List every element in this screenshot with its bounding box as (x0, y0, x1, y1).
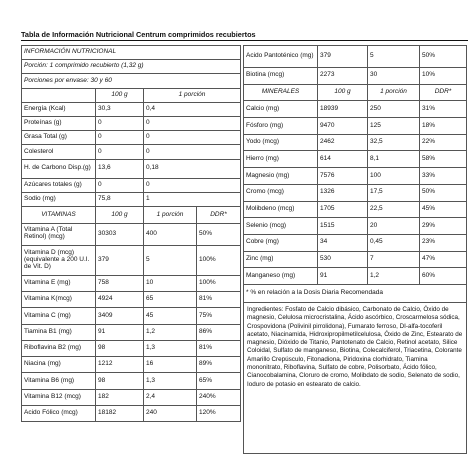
mineral-ddr: 47% (420, 251, 467, 268)
mineral-portion: 125 (368, 118, 420, 135)
ddr-footnote: * % en relación a la Dosis Diaria Recomendada (244, 284, 467, 302)
mineral-name: Selenio (mcg) (244, 218, 318, 235)
mineral-portion: 100 (368, 168, 420, 185)
mineral-100g: 530 (318, 251, 368, 268)
mineral-name: Calcio (mg) (244, 101, 318, 118)
left-nutrition-table (21, 45, 241, 422)
mineral-ddr: 29% (420, 218, 467, 235)
mineral-100g: 1515 (318, 218, 368, 235)
minerals-header: MINERALES (244, 84, 318, 101)
column-header-row (22, 88, 241, 102)
mineral-ddr: 23% (420, 234, 467, 251)
nutrient-row (22, 159, 241, 179)
vitamins-ddr-header: DDR* (197, 207, 241, 223)
vitamin-100g: 1212 (96, 357, 144, 373)
minerals-body (244, 101, 467, 285)
vitamin-name: Vitamina A (Total Retinol) (mcg) (22, 223, 96, 245)
vitamin-portion: 1,3 (144, 373, 197, 389)
mineral-100g: 614 (318, 151, 368, 168)
vitamin-100g: 182 (96, 389, 144, 405)
mineral-name: Cobre (mg) (244, 234, 318, 251)
vitamin-ddr: 100% (197, 245, 241, 275)
nutrient-row (22, 193, 241, 207)
mineral-ddr: 18% (420, 118, 467, 135)
nutrient-portion: 0 (144, 145, 241, 159)
mineral-ddr: 58% (420, 151, 467, 168)
vitamin-name: Biotina (mcg) (244, 68, 318, 85)
mineral-ddr: 60% (420, 268, 467, 285)
vitamin-portion: 5 (368, 46, 420, 68)
table-title: Tabla de Información Nutricional Centrum comprimidos recubiertos (21, 30, 256, 39)
vitamin-row (244, 46, 467, 68)
mineral-name: Yodo (mcg) (244, 134, 318, 151)
mineral-row (244, 168, 467, 185)
vitamin-name: Riboflavina B2 (mg) (22, 340, 96, 356)
vitamin-row (22, 245, 241, 275)
vitamin-100g: 379 (318, 46, 368, 68)
mineral-ddr: 22% (420, 134, 467, 151)
mineral-100g: 9470 (318, 118, 368, 135)
nutrient-row (22, 131, 241, 145)
mineral-row (244, 268, 467, 285)
vitamin-ddr: 10% (420, 68, 467, 85)
nutrient-100g: 13,6 (96, 159, 144, 179)
nutrient-row (22, 116, 241, 130)
vitamin-name: Niacina (mg) (22, 357, 96, 373)
title-divider (21, 40, 468, 41)
vitamin-name: Vitamina B6 (mg) (22, 373, 96, 389)
vitamin-portion: 10 (144, 275, 197, 291)
mineral-100g: 91 (318, 268, 368, 285)
mineral-portion: 0,45 (368, 234, 420, 251)
vitamin-portion: 65 (144, 291, 197, 307)
vitamin-100g: 98 (96, 373, 144, 389)
info-header-row (22, 46, 241, 60)
vitamins-body (22, 223, 241, 422)
ingredients-row (244, 302, 467, 453)
mineral-ddr: 31% (420, 101, 467, 118)
vitamin-portion: 5 (144, 245, 197, 275)
nutrient-name: Sodio (mg) (22, 193, 96, 207)
nutrient-portion: 1 (144, 193, 241, 207)
vitamin-portion: 16 (144, 357, 197, 373)
mineral-name: Fósforo (mg) (244, 118, 318, 135)
blank-header-cell (22, 88, 96, 102)
mineral-100g: 2462 (318, 134, 368, 151)
col-100g-header: 100 g (96, 88, 144, 102)
vitamins-header-row (22, 207, 241, 223)
nutrient-name: Energía (Kcal) (22, 102, 96, 116)
mineral-row (244, 234, 467, 251)
vitamin-ddr: 50% (197, 223, 241, 245)
portions-per-pack-row (22, 74, 241, 88)
vitamin-100g: 18182 (96, 406, 144, 422)
mineral-portion: 20 (368, 218, 420, 235)
vitamin-row (22, 340, 241, 356)
nutrient-portion: 0 (144, 131, 241, 145)
vitamin-name: Vitamina C (mg) (22, 308, 96, 324)
nutrient-portion: 0,18 (144, 159, 241, 179)
minerals-ddr-header: DDR* (420, 84, 467, 101)
nutrient-name: Grasa Total (g) (22, 131, 96, 145)
mineral-row (244, 201, 467, 218)
vitamin-100g: 379 (96, 245, 144, 275)
nutrient-portion: 0 (144, 179, 241, 193)
mineral-ddr: 45% (420, 201, 467, 218)
vitamin-ddr: 240% (197, 389, 241, 405)
vitamin-row (22, 389, 241, 405)
nutrient-name: Colesterol (22, 145, 96, 159)
mineral-row (244, 134, 467, 151)
vitamin-name: Acido Fólico (mcg) (22, 406, 96, 422)
vitamin-name: Vitamina K(mcg) (22, 291, 96, 307)
vitamin-row (22, 324, 241, 340)
mineral-name: Hierro (mg) (244, 151, 318, 168)
nutrient-name: Proteínas (g) (22, 116, 96, 130)
mineral-portion: 32,5 (368, 134, 420, 151)
nutrient-row (22, 102, 241, 116)
mineral-name: Cromo (mcg) (244, 184, 318, 201)
mineral-name: Zinc (mg) (244, 251, 318, 268)
vitamin-portion: 400 (144, 223, 197, 245)
vitamin-ddr: 81% (197, 340, 241, 356)
nutrient-row (22, 145, 241, 159)
vitamin-ddr: 65% (197, 373, 241, 389)
vitamin-name: Tiamina B1 (mg) (22, 324, 96, 340)
mineral-name: Magnesio (mg) (244, 168, 318, 185)
vitamin-ddr: 81% (197, 291, 241, 307)
vitamin-ddr: 50% (420, 46, 467, 68)
vitamin-name: Vitamina B12 (mcg) (22, 389, 96, 405)
vitamins-header: VITAMINAS (22, 207, 96, 223)
vitamin-row (22, 223, 241, 245)
nutrient-portion: 0 (144, 116, 241, 130)
vitamin-row (22, 291, 241, 307)
nutrient-100g: 0 (96, 116, 144, 130)
vitamin-row (22, 357, 241, 373)
nutrient-row (22, 179, 241, 193)
vitamin-name: Acido Pantoténico (mg) (244, 46, 318, 68)
vitamin-100g: 98 (96, 340, 144, 356)
vitamins-100g-header: 100 g (96, 207, 144, 223)
vitamin-portion: 2,4 (144, 389, 197, 405)
vitamin-name: Vitamina E (mg) (22, 275, 96, 291)
nutrient-100g: 30,3 (96, 102, 144, 116)
mineral-row (244, 184, 467, 201)
vitamin-row (244, 68, 467, 85)
mineral-100g: 18939 (318, 101, 368, 118)
mineral-ddr: 33% (420, 168, 467, 185)
vitamin-portion: 1,3 (144, 340, 197, 356)
vitamin-portion: 45 (144, 308, 197, 324)
mineral-row (244, 218, 467, 235)
vitamin-100g: 91 (96, 324, 144, 340)
portion-row (22, 60, 241, 74)
vitamin-row (22, 308, 241, 324)
minerals-portion-header: 1 porción (368, 84, 420, 101)
vitamin-100g: 3409 (96, 308, 144, 324)
ingredients-text: Ingredientes: Fosfato de Calcio dibásico, Carbonato de Calcio, Óxido de magnesio, Celulosa microcristalina, Ácido ascórbico, Croscarmelosa sódica, Crospovidona (Polivinil pirrolidona), Fumarato ferroso, DI-alfa-tocoferil acetato, Niacinamida, Hidroxipropilmetilcelulosa, Óxido de Zinc, Estearato de magnesio, Dióxido de Titanio, Pantotenato de Calcio, Retinol acetato, Silice Coloidal, Sulfato de manganeso, Biotina, Colecalciferol, Triacetina, Colorante Amarillo Crepúsculo, Fitonadiona, Piridoxina clorhidrato, Tiamina mononitrato, Riboflavina, Sulfato de cobre, Polisorbato, Ácido fólico, Cianocobalamina, Cloruro de cromo, Molibdato de sodio, Selenato de sodio, Ioduro de potasio en estearato de calcio. (244, 302, 467, 453)
mineral-100g: 1705 (318, 201, 368, 218)
mineral-portion: 17,5 (368, 184, 420, 201)
vitamin-ddr: 86% (197, 324, 241, 340)
nutrient-portion: 0,4 (144, 102, 241, 116)
mineral-portion: 22,5 (368, 201, 420, 218)
mineral-row (244, 101, 467, 118)
vitamin-100g: 2273 (318, 68, 368, 85)
col-portion-header: 1 porción (144, 88, 241, 102)
minerals-header-row (244, 84, 467, 101)
mineral-100g: 7576 (318, 168, 368, 185)
basic-nutrients-body (22, 102, 241, 207)
vitamin-row (22, 373, 241, 389)
vitamins-portion-header: 1 porción (144, 207, 197, 223)
minerals-100g-header: 100 g (318, 84, 368, 101)
vitamin-portion: 1,2 (144, 324, 197, 340)
info-header: INFORMACIÓN NUTRICIONAL (22, 46, 241, 60)
mineral-portion: 250 (368, 101, 420, 118)
nutrient-100g: 0 (96, 179, 144, 193)
vitamin-100g: 758 (96, 275, 144, 291)
vitamin-100g: 4924 (96, 291, 144, 307)
mineral-100g: 1326 (318, 184, 368, 201)
vitamin-name: Vitamina D (mcg) (equivalente a 200 U.I. de Vit. D) (22, 245, 96, 275)
nutrient-100g: 0 (96, 131, 144, 145)
nutrient-name: Azúcares totales (g) (22, 179, 96, 193)
mineral-ddr: 50% (420, 184, 467, 201)
vitamin-100g: 30303 (96, 223, 144, 245)
mineral-row (244, 151, 467, 168)
vitamin-portion: 30 (368, 68, 420, 85)
right-nutrition-table (243, 45, 467, 454)
vitamin-row (22, 275, 241, 291)
portions-per-pack-text: Porciones por envase: 30 y 60 (22, 74, 241, 88)
mineral-row (244, 251, 467, 268)
vitamin-portion: 240 (144, 406, 197, 422)
mineral-portion: 7 (368, 251, 420, 268)
top-vitamins-body (244, 46, 467, 85)
vitamin-ddr: 100% (197, 275, 241, 291)
footnote-row (244, 284, 467, 302)
portion-text: Porción: 1 comprimido recubierto (1,32 g) (22, 60, 241, 74)
mineral-100g: 34 (318, 234, 368, 251)
nutrient-100g: 75,8 (96, 193, 144, 207)
vitamin-row (22, 406, 241, 422)
mineral-portion: 8,1 (368, 151, 420, 168)
vitamin-ddr: 89% (197, 357, 241, 373)
nutrient-100g: 0 (96, 145, 144, 159)
mineral-row (244, 118, 467, 135)
vitamin-ddr: 120% (197, 406, 241, 422)
mineral-portion: 1,2 (368, 268, 420, 285)
nutrient-name: H. de Carbono Disp.(g) (22, 159, 96, 179)
mineral-name: Manganeso (mg) (244, 268, 318, 285)
vitamin-ddr: 75% (197, 308, 241, 324)
mineral-name: Molibdeno (mcg) (244, 201, 318, 218)
